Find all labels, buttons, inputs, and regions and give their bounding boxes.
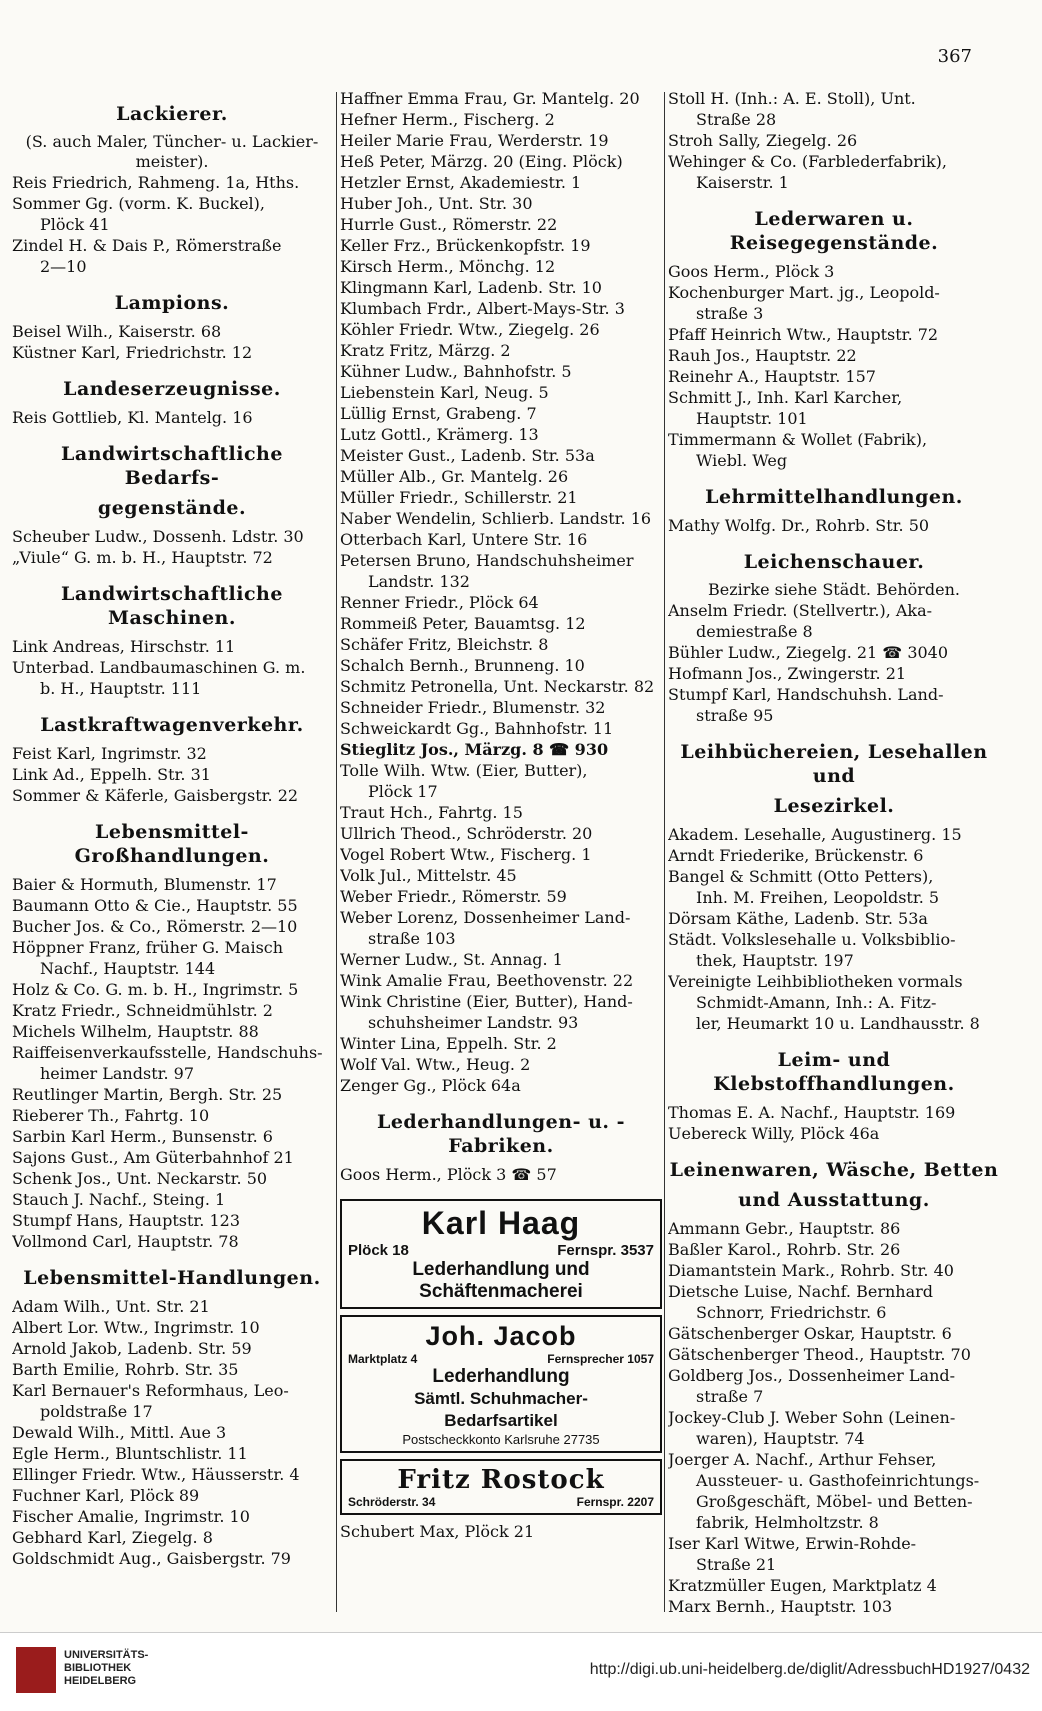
ad-line: Lederhandlung und — [412, 1259, 590, 1280]
entry-continuation: Hauptstr. 101 — [696, 409, 808, 428]
section-heading: Lederhandlungen- u. -Fabriken. — [376, 1111, 626, 1157]
entry: Zindel H. & Dais P., Römerstraße — [12, 236, 282, 255]
entry-continuation: 2—10 — [40, 257, 87, 276]
entry: Sommer & Käferle, Gaisbergstr. 22 — [12, 786, 299, 805]
entry: Stroh Sally, Ziegelg. 26 — [668, 131, 858, 150]
entry: Kirsch Herm., Mönchg. 12 — [340, 257, 556, 276]
library-logo-icon — [16, 1647, 56, 1693]
entry: Stauch J. Nachf., Steing. 1 — [12, 1190, 226, 1209]
entry: Adam Wilh., Unt. Str. 21 — [12, 1297, 210, 1316]
entry: Iser Karl Witwe, Erwin-Rohde- — [668, 1534, 917, 1553]
entry: Huber Joh., Unt. Str. 30 — [340, 194, 533, 213]
entry: Hofmann Jos., Zwingerstr. 21 — [668, 664, 907, 683]
entry: Reutlinger Martin, Bergh. Str. 25 — [12, 1085, 283, 1104]
entry: Heß Peter, Märzg. 20 (Eing. Plöck) — [340, 152, 623, 171]
entry: Gätschenberger Theod., Hauptstr. 70 — [668, 1345, 971, 1364]
section-note: Bezirke siehe Städt. Behörden. — [707, 580, 960, 599]
entry: Feist Karl, Ingrimstr. 32 — [12, 744, 207, 763]
entry: Marx Bernh., Hauptstr. 103 — [668, 1597, 893, 1616]
entry-continuation: Straße 21 — [696, 1555, 777, 1574]
entry: Reinehr A., Hauptstr. 157 — [668, 367, 876, 386]
entry-continuation: Plöck 41 — [40, 215, 110, 234]
entry: Baumann Otto & Cie., Hauptstr. 55 — [12, 896, 298, 915]
entry: Hurrle Gust., Römerstr. 22 — [340, 215, 558, 234]
ad-address: Marktplatz 4 — [348, 1352, 418, 1366]
entry-continuation: straße 3 — [696, 304, 764, 323]
entry: Uebereck Willy, Plöck 46a — [668, 1124, 880, 1143]
entry: Kühner Ludw., Bahnhofstr. 5 — [340, 362, 572, 381]
entry: Egle Herm., Bluntschlistr. 11 — [12, 1444, 248, 1463]
entry: Tolle Wilh. Wtw. (Eier, Butter), — [340, 761, 588, 780]
section-heading: Leim- und Klebstoffhandlungen. — [713, 1049, 955, 1095]
entry: Ammann Gebr., Hauptstr. 86 — [668, 1219, 901, 1238]
entry: Weber Friedr., Römerstr. 59 — [340, 887, 567, 906]
entry: Ullrich Theod., Schröderstr. 20 — [340, 824, 593, 843]
entry: Timmermann & Wollet (Fabrik), — [668, 430, 928, 449]
section-heading: Landeserzeugnisse. — [63, 378, 281, 400]
entry-continuation: Aussteuer- u. Gasthofeinrichtungs- — [696, 1471, 980, 1490]
section-heading: und Ausstattung. — [738, 1189, 930, 1211]
entry: Ellinger Friedr. Wtw., Häusserstr. 4 — [12, 1465, 300, 1484]
entry: Stumpf Karl, Handschuhsh. Land- — [668, 685, 944, 704]
section-heading: Lampions. — [114, 292, 230, 314]
entry: Petersen Bruno, Handschuhsheimer — [340, 551, 634, 570]
entry: Heiler Marie Frau, Werderstr. 19 — [340, 131, 609, 150]
entry: Sarbin Karl Herm., Bunsenstr. 6 — [12, 1127, 273, 1146]
entry-continuation: straße 7 — [696, 1387, 764, 1406]
entry: Müller Friedr., Schillerstr. 21 — [340, 488, 578, 507]
entry-continuation: b. H., Hauptstr. 111 — [40, 679, 202, 698]
entry: Bucher Jos. & Co., Römerstr. 2—10 — [12, 917, 298, 936]
entry: Köhler Friedr. Wtw., Ziegelg. 26 — [340, 320, 600, 339]
entry-continuation: thek, Hauptstr. 197 — [696, 951, 854, 970]
entry: Schäfer Fritz, Bleichstr. 8 — [340, 635, 549, 654]
entry: Zenger Gg., Plöck 64a — [340, 1076, 521, 1095]
entry: Lutz Gottl., Krämerg. 13 — [340, 425, 539, 444]
entry: Reis Friedrich, Rahmeng. 1a, Hths. — [12, 173, 300, 192]
entry-continuation: Großgeschäft, Möbel- und Betten- — [696, 1492, 973, 1511]
entry: Link Ad., Eppelh. Str. 31 — [12, 765, 211, 784]
entry: Müller Alb., Gr. Mantelg. 26 — [340, 467, 569, 486]
entry: Kratzmüller Eugen, Marktplatz 4 — [668, 1576, 937, 1595]
entry: Baier & Hormuth, Blumenstr. 17 — [12, 875, 277, 894]
source-url[interactable]: http://digi.ub.uni-heidelberg.de/diglit/AdressbuchHD1927/0432 — [589, 1661, 1030, 1678]
entry: Gebhard Karl, Ziegelg. 8 — [12, 1528, 213, 1547]
ad-address: Schröderstr. 34 — [348, 1495, 436, 1509]
ad-karl-haag — [340, 1199, 662, 1309]
entry: Wolf Val. Wtw., Heug. 2 — [340, 1055, 531, 1074]
entry: Traut Hch., Fahrtg. 15 — [340, 803, 523, 822]
section-heading: Lesezirkel. — [773, 795, 895, 817]
entry: Schubert Max, Plöck 21 — [340, 1522, 535, 1541]
library-name: UNIVERSITÄTS- BIBLIOTHEK HEIDELBERG — [64, 1649, 149, 1687]
entry-continuation: Landstr. 132 — [368, 572, 470, 591]
entry-continuation: Nachf., Hauptstr. 144 — [40, 959, 216, 978]
section-note: (S. auch Maler, Tüncher- u. Lackier- — [25, 132, 319, 151]
entry-continuation: Plöck 17 — [368, 782, 438, 801]
ad-line: Bedarfsartikel — [444, 1411, 558, 1430]
ad-fritz-rostock — [340, 1459, 662, 1515]
entry: Schenk Jos., Unt. Neckarstr. 50 — [12, 1169, 268, 1188]
entry: Michels Wilhelm, Hauptstr. 88 — [12, 1022, 259, 1041]
entry: Link Andreas, Hirschstr. 11 — [12, 637, 236, 656]
entry: Jockey-Club J. Weber Sohn (Leinen- — [668, 1408, 956, 1427]
entry: Klumbach Frdr., Albert-Mays-Str. 3 — [340, 299, 625, 318]
ad-title: Joh. Jacob — [425, 1321, 577, 1351]
entry: Stumpf Hans, Hauptstr. 123 — [12, 1211, 241, 1230]
entry: Dörsam Käthe, Ladenb. Str. 53a — [668, 909, 928, 928]
entry: Haffner Emma Frau, Gr. Mantelg. 20 — [340, 89, 640, 108]
entry-continuation: schuhsheimer Landstr. 93 — [368, 1013, 579, 1032]
entry-continuation: straße 95 — [696, 706, 774, 725]
section-heading: Lackierer. — [116, 103, 228, 125]
section-heading: Lebensmittel-Handlungen. — [23, 1267, 321, 1289]
entry: Vereinigte Leihbibliotheken vormals — [668, 972, 963, 991]
entry: Fischer Amalie, Ingrimstr. 10 — [12, 1507, 250, 1526]
footer-bar — [0, 1632, 1042, 1711]
entry: Goos Herm., Plöck 3 ☎ 57 — [340, 1165, 557, 1184]
entry: Rieberer Th., Fahrtg. 10 — [12, 1106, 210, 1125]
section-heading: Landwirtschaftliche Bedarfs- — [61, 443, 283, 489]
entry: Weber Lorenz, Dossenheimer Land- — [340, 908, 631, 927]
entry: Höppner Franz, früher G. Maisch — [12, 938, 284, 957]
entry-continuation: poldstraße 17 — [40, 1402, 153, 1421]
entry: Schneider Friedr., Blumenstr. 32 — [340, 698, 606, 717]
entry-continuation: Kaiserstr. 1 — [696, 173, 789, 192]
entry: Dewald Wilh., Mittl. Aue 3 — [12, 1423, 227, 1442]
entry: Joerger A. Nachf., Arthur Fehser, — [668, 1450, 937, 1469]
ad-title: Karl Haag — [421, 1205, 581, 1241]
entry: Volk Jul., Mittelstr. 45 — [340, 866, 517, 885]
entry: Schweickardt Gg., Bahnhofstr. 11 — [340, 719, 614, 738]
section-heading: Lebensmittel-Großhandlungen. — [74, 821, 270, 867]
entry: Akadem. Lesehalle, Augustinerg. 15 — [668, 825, 962, 844]
section-heading: Lehrmittelhandlungen. — [705, 486, 963, 508]
entry-continuation: Inh. M. Freihen, Leopoldstr. 5 — [696, 888, 940, 907]
entry: Sajons Gust., Am Güterbahnhof 21 — [12, 1148, 294, 1167]
entry: Schalch Bernh., Brunneng. 10 — [340, 656, 585, 675]
entry: Unterbad. Landbaumaschinen G. m. — [12, 658, 306, 677]
ad-title: Fritz Rostock — [397, 1465, 605, 1495]
section-heading: Leichenschauer. — [743, 551, 925, 573]
entry: Lüllig Ernst, Grabeng. 7 — [340, 404, 537, 423]
entry: Anselm Friedr. (Stellvertr.), Aka- — [668, 601, 933, 620]
entry: Wehinger & Co. (Farblederfabrik), — [668, 152, 947, 171]
entry: Vogel Robert Wtw., Fischerg. 1 — [340, 845, 592, 864]
entry: Diamantstein Mark., Rohrb. Str. 40 — [668, 1261, 954, 1280]
ad-address: Plöck 18 — [348, 1242, 409, 1259]
page-number: 367 — [937, 46, 972, 67]
entry: Beisel Wilh., Kaiserstr. 68 — [12, 322, 222, 341]
entry: Wink Christine (Eier, Butter), Hand- — [340, 992, 633, 1011]
entry: Naber Wendelin, Schlierb. Landstr. 16 — [340, 509, 652, 528]
entry: Sommer Gg. (vorm. K. Buckel), — [12, 194, 265, 213]
entry: Hetzler Ernst, Akademiestr. 1 — [340, 173, 582, 192]
entry: Kratz Friedr., Schneidmühlstr. 2 — [12, 1001, 273, 1020]
section-heading: Lederwaren u. Reisegegenstände. — [729, 208, 939, 254]
entry: Bangel & Schmitt (Otto Petters), — [668, 867, 934, 886]
entry: Albert Lor. Wtw., Ingrimstr. 10 — [12, 1318, 260, 1337]
entry: Fuchner Karl, Plöck 89 — [12, 1486, 200, 1505]
entry: Schmitt J., Inh. Karl Karcher, — [668, 388, 903, 407]
section-note: meister). — [135, 152, 209, 171]
ad-joh-jacob — [340, 1315, 662, 1453]
entry: Werner Ludw., St. Annag. 1 — [340, 950, 563, 969]
section-heading: Landwirtschaftliche Maschinen. — [61, 583, 283, 629]
entry: Holz & Co. G. m. b. H., Ingrimstr. 5 — [12, 980, 299, 999]
ad-line: Postscheckkonto Karlsruhe 27735 — [402, 1432, 600, 1447]
entry: Raiffeisenverkaufsstelle, Handschuhs- — [12, 1043, 323, 1062]
section-heading: Leinenwaren, Wäsche, Betten — [669, 1159, 999, 1181]
entry-continuation: ler, Heumarkt 10 u. Landhausstr. 8 — [696, 1014, 980, 1033]
entry: Hefner Herm., Fischerg. 2 — [340, 110, 555, 129]
column-divider — [336, 92, 337, 1612]
entry: Scheuber Ludw., Dossenh. Ldstr. 30 — [12, 527, 304, 546]
entry: Renner Friedr., Plöck 64 — [340, 593, 539, 612]
column-3 — [668, 88, 1000, 1617]
column-1 — [12, 88, 332, 1569]
column-divider — [664, 92, 665, 1612]
entry: Vollmond Carl, Hauptstr. 78 — [12, 1232, 239, 1251]
entry: Reis Gottlieb, Kl. Mantelg. 16 — [12, 408, 253, 427]
entry: Klingmann Karl, Ladenb. Str. 10 — [340, 278, 602, 297]
entry-bold: Stieglitz Jos., Märzg. 8 ☎ 930 — [340, 740, 609, 759]
entry: Baßler Karol., Rohrb. Str. 26 — [668, 1240, 901, 1259]
entry: Pfaff Heinrich Wtw., Hauptstr. 72 — [668, 325, 939, 344]
entry: Stoll H. (Inh.: A. E. Stoll), Unt. — [668, 89, 916, 108]
entry: „Viule“ G. m. b. H., Hauptstr. 72 — [12, 548, 273, 567]
entry: Rommeiß Peter, Bauamtsg. 12 — [340, 614, 586, 633]
ad-line: Lederhandlung — [432, 1366, 570, 1387]
section-heading: Lastkraftwagenverkehr. — [40, 714, 304, 736]
entry: Goldberg Jos., Dossenheimer Land- — [668, 1366, 956, 1385]
entry: Kratz Fritz, Märzg. 2 — [340, 341, 511, 360]
entry: Küstner Karl, Friedrichstr. 12 — [12, 343, 253, 362]
entry: Dietsche Luise, Nachf. Bernhard — [668, 1282, 934, 1301]
entry-continuation: straße 103 — [368, 929, 456, 948]
entry-continuation: Wiebl. Weg — [696, 451, 788, 470]
entry-continuation: Straße 28 — [696, 110, 777, 129]
ad-phone: Fernspr. 3537 — [557, 1242, 654, 1259]
entry: Bühler Ludw., Ziegelg. 21 ☎ 3040 — [668, 643, 949, 662]
entry-continuation: Schmidt-Amann, Inh.: A. Fitz- — [696, 993, 937, 1012]
section-heading: Leihbüchereien, Lesehallen und — [680, 741, 988, 787]
entry: Karl Bernauer's Reformhaus, Leo- — [12, 1381, 289, 1400]
entry: Thomas E. A. Nachf., Hauptstr. 169 — [668, 1103, 956, 1122]
ad-phone: Fernsprecher 1057 — [547, 1352, 654, 1366]
entry-continuation: heimer Landstr. 97 — [40, 1064, 195, 1083]
entry-continuation: waren), Hauptstr. 74 — [696, 1429, 865, 1448]
ad-line: Schäftenmacherei — [419, 1281, 583, 1302]
entry: Keller Frz., Brückenkopfstr. 19 — [340, 236, 591, 255]
entry: Wink Amalie Frau, Beethovenstr. 22 — [340, 971, 634, 990]
entry: Arnold Jakob, Ladenb. Str. 59 — [12, 1339, 252, 1358]
ad-phone: Fernspr. 2207 — [576, 1495, 654, 1509]
entry: Barth Emilie, Rohrb. Str. 35 — [12, 1360, 239, 1379]
entry-continuation: fabrik, Helmholtzstr. 8 — [696, 1513, 879, 1532]
section-heading: gegenstände. — [97, 497, 247, 519]
entry: Liebenstein Karl, Neug. 5 — [340, 383, 549, 402]
entry: Städt. Volkslesehalle u. Volksbiblio- — [668, 930, 956, 949]
entry: Arndt Friederike, Brückenstr. 6 — [668, 846, 924, 865]
entry: Winter Lina, Eppelh. Str. 2 — [340, 1034, 557, 1053]
column-2 — [340, 88, 662, 1542]
entry: Goldschmidt Aug., Gaisbergstr. 79 — [12, 1549, 291, 1568]
entry: Otterbach Karl, Untere Str. 16 — [340, 530, 588, 549]
entry: Schmitz Petronella, Unt. Neckarstr. 82 — [340, 677, 655, 696]
entry: Gätschenberger Oskar, Hauptstr. 6 — [668, 1324, 952, 1343]
entry: Meister Gust., Ladenb. Str. 53a — [340, 446, 595, 465]
entry: Kochenburger Mart. jg., Leopold- — [668, 283, 940, 302]
entry: Rauh Jos., Hauptstr. 22 — [668, 346, 857, 365]
entry-continuation: demiestraße 8 — [696, 622, 813, 641]
entry-continuation: Schnorr, Friedrichstr. 6 — [696, 1303, 887, 1322]
ad-line: Sämtl. Schuhmacher- — [414, 1389, 588, 1408]
entry: Goos Herm., Plöck 3 — [668, 262, 835, 281]
entry: Mathy Wolfg. Dr., Rohrb. Str. 50 — [668, 516, 930, 535]
